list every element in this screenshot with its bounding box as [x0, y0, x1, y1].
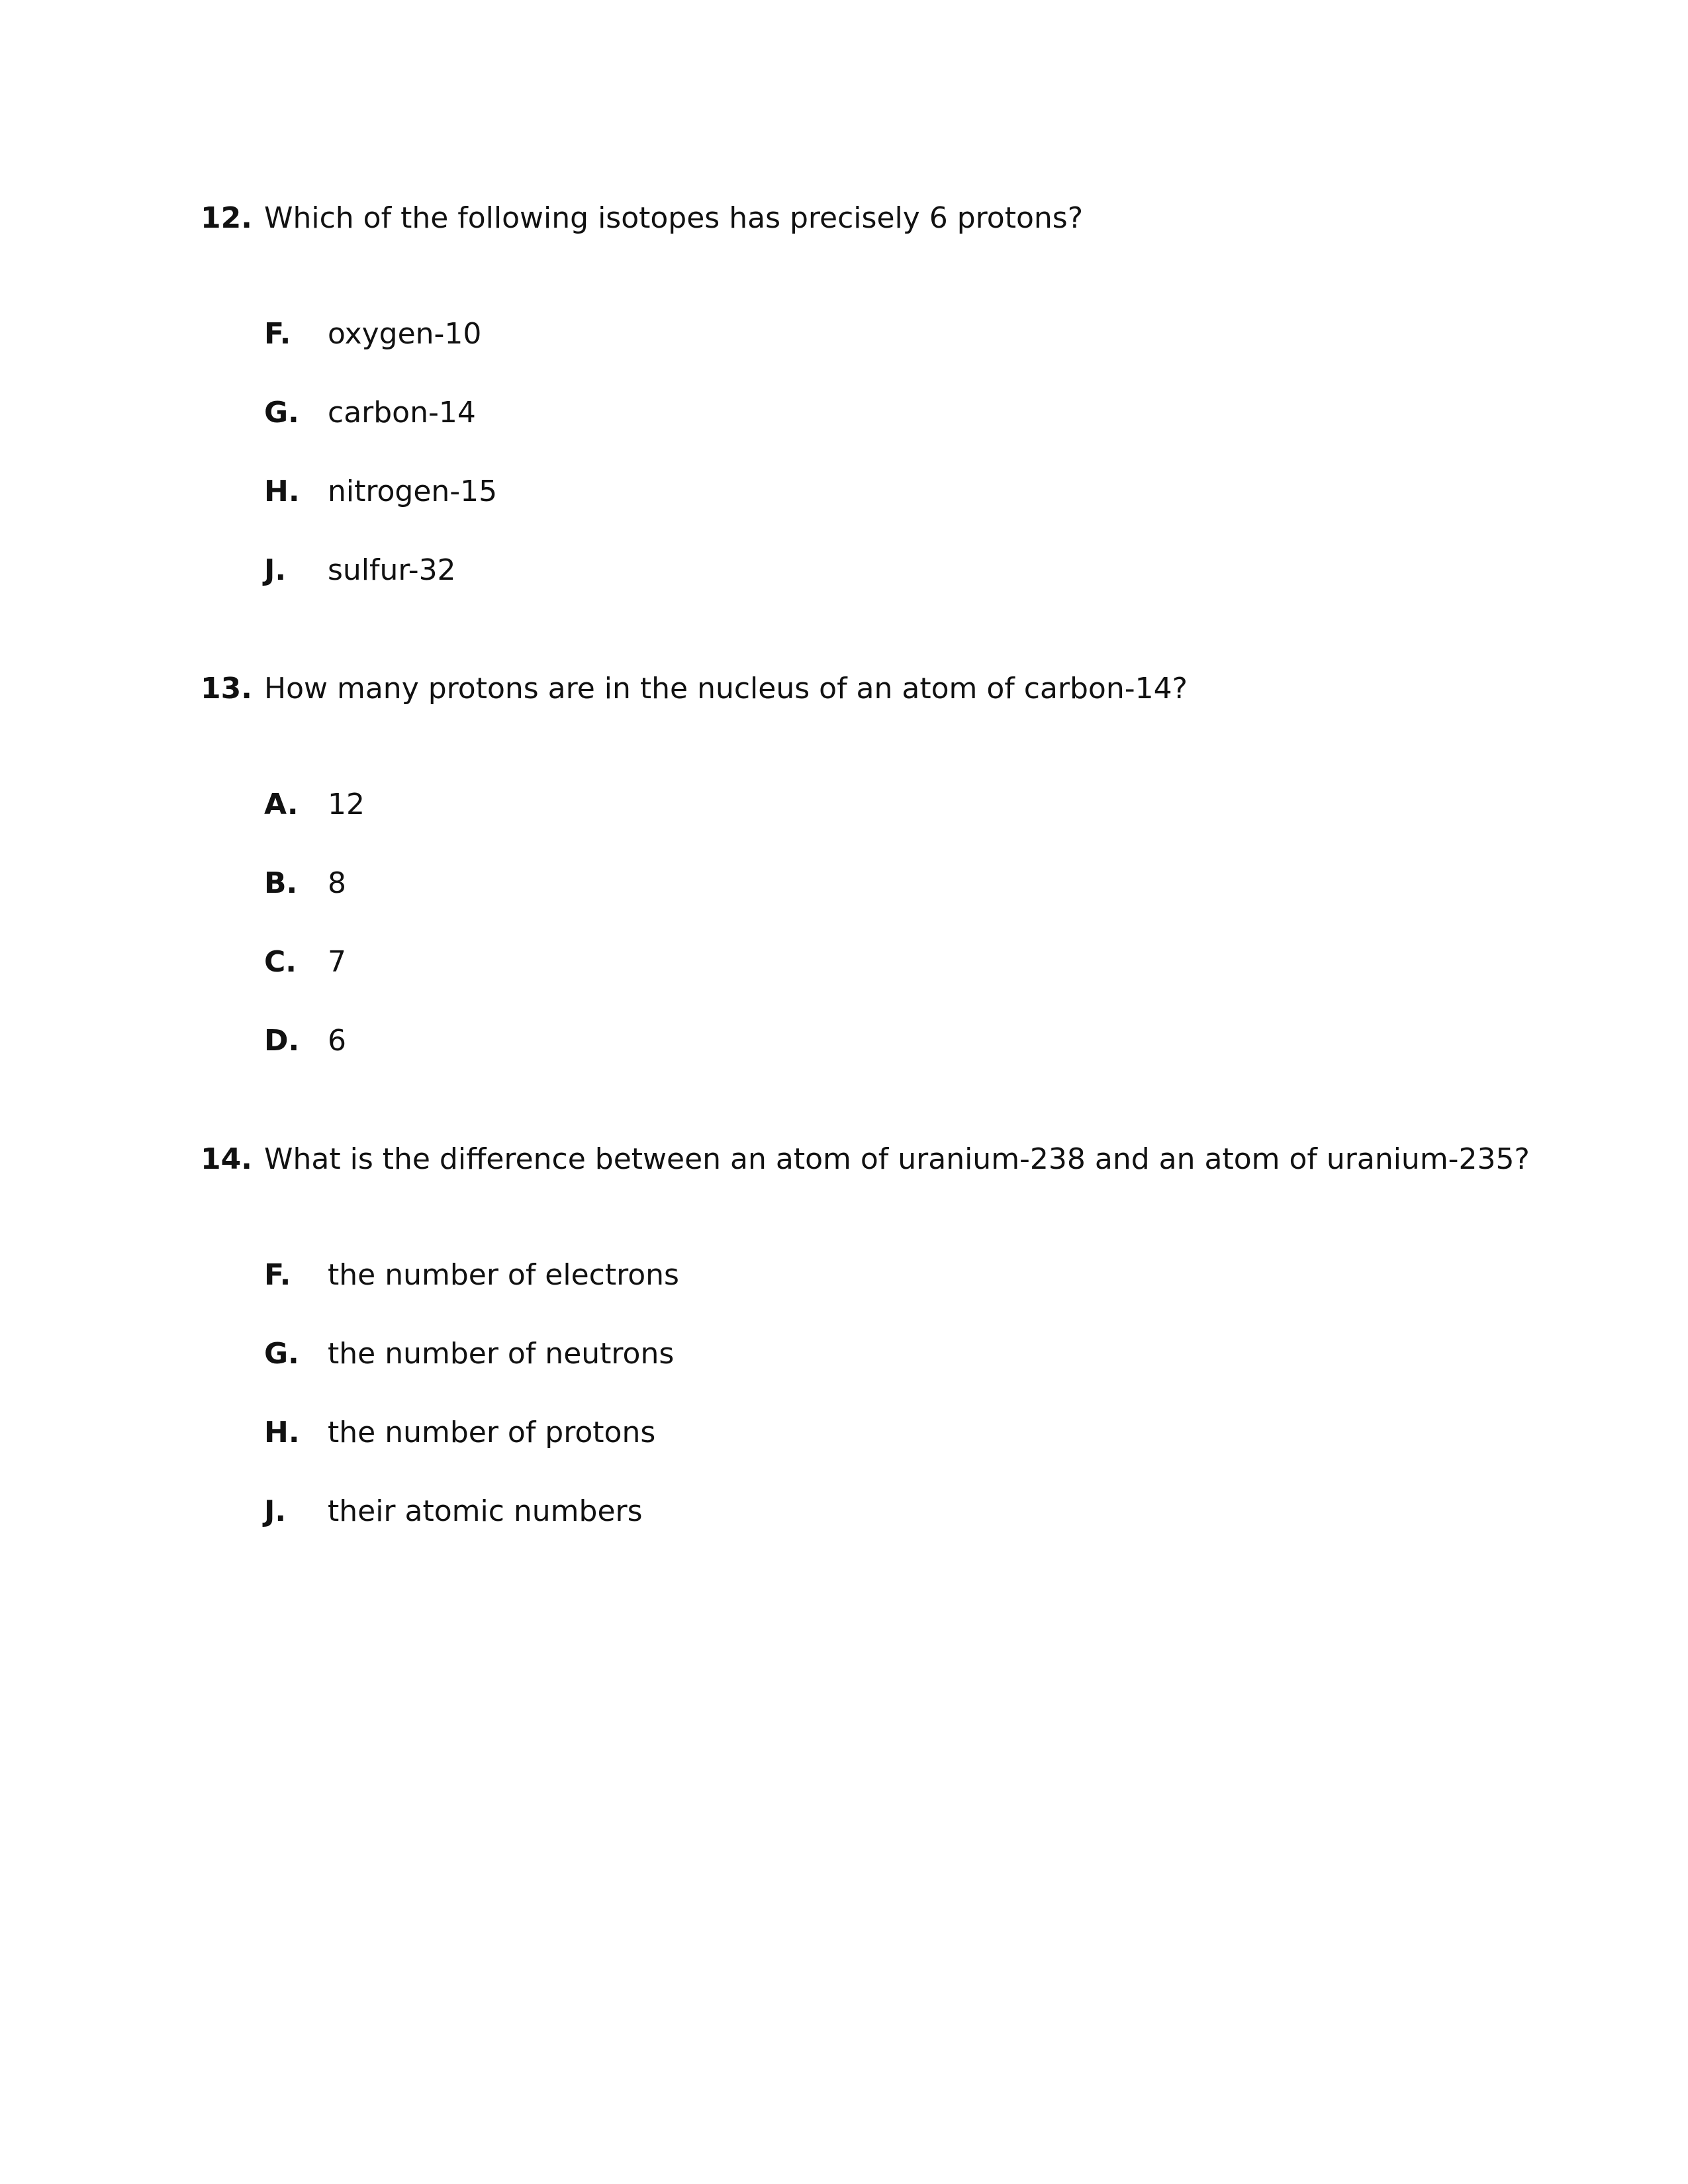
question-13	[201, 668, 1524, 1058]
choice-letter: H.	[264, 475, 300, 508]
question-number: 13.	[201, 672, 252, 705]
choice-text: 6	[328, 1024, 346, 1058]
question-text: How many protons are in the nucleus of an atom of carbon-14?	[264, 672, 1188, 705]
choice-text: the number of neutrons	[328, 1337, 675, 1371]
question-12	[201, 197, 1524, 587]
question-text: Which of the following isotopes has precisely 6 protons?	[264, 201, 1084, 235]
question-text: What is the difference between an atom of uranium-238 and an atom of uranium-235?	[264, 1142, 1530, 1176]
choice-letter: B.	[264, 866, 298, 900]
choice-text: oxygen-10	[328, 317, 482, 351]
choice-letter: G.	[264, 1337, 299, 1371]
choice-text: their atomic numbers	[328, 1494, 643, 1528]
question-stem	[201, 668, 1524, 710]
choice-text: 12	[328, 788, 365, 821]
choice-text: the number of protons	[328, 1416, 656, 1449]
choice-text: nitrogen-15	[328, 475, 498, 508]
choice-letter: G.	[264, 396, 299, 430]
choice-text: sulfur-32	[328, 553, 456, 587]
question-stem	[201, 1138, 1530, 1181]
choice-letter: F.	[264, 1258, 291, 1292]
question-number: 14.	[201, 1142, 252, 1176]
choice-text: the number of electrons	[328, 1258, 679, 1292]
choice-text: 8	[328, 866, 346, 900]
choice-letter: C.	[264, 945, 297, 979]
choice-letter: D.	[264, 1024, 300, 1058]
choice-letter: A.	[264, 788, 299, 821]
question-stem	[201, 197, 1524, 240]
choice-letter: H.	[264, 1416, 300, 1449]
question-number: 12.	[201, 201, 252, 235]
choice-letter: F.	[264, 317, 291, 351]
question-14	[201, 1138, 1530, 1528]
choice-letter: J.	[264, 553, 287, 587]
choice-text: carbon-14	[328, 396, 476, 430]
choice-text: 7	[328, 945, 346, 979]
choice-letter: J.	[264, 1494, 287, 1528]
